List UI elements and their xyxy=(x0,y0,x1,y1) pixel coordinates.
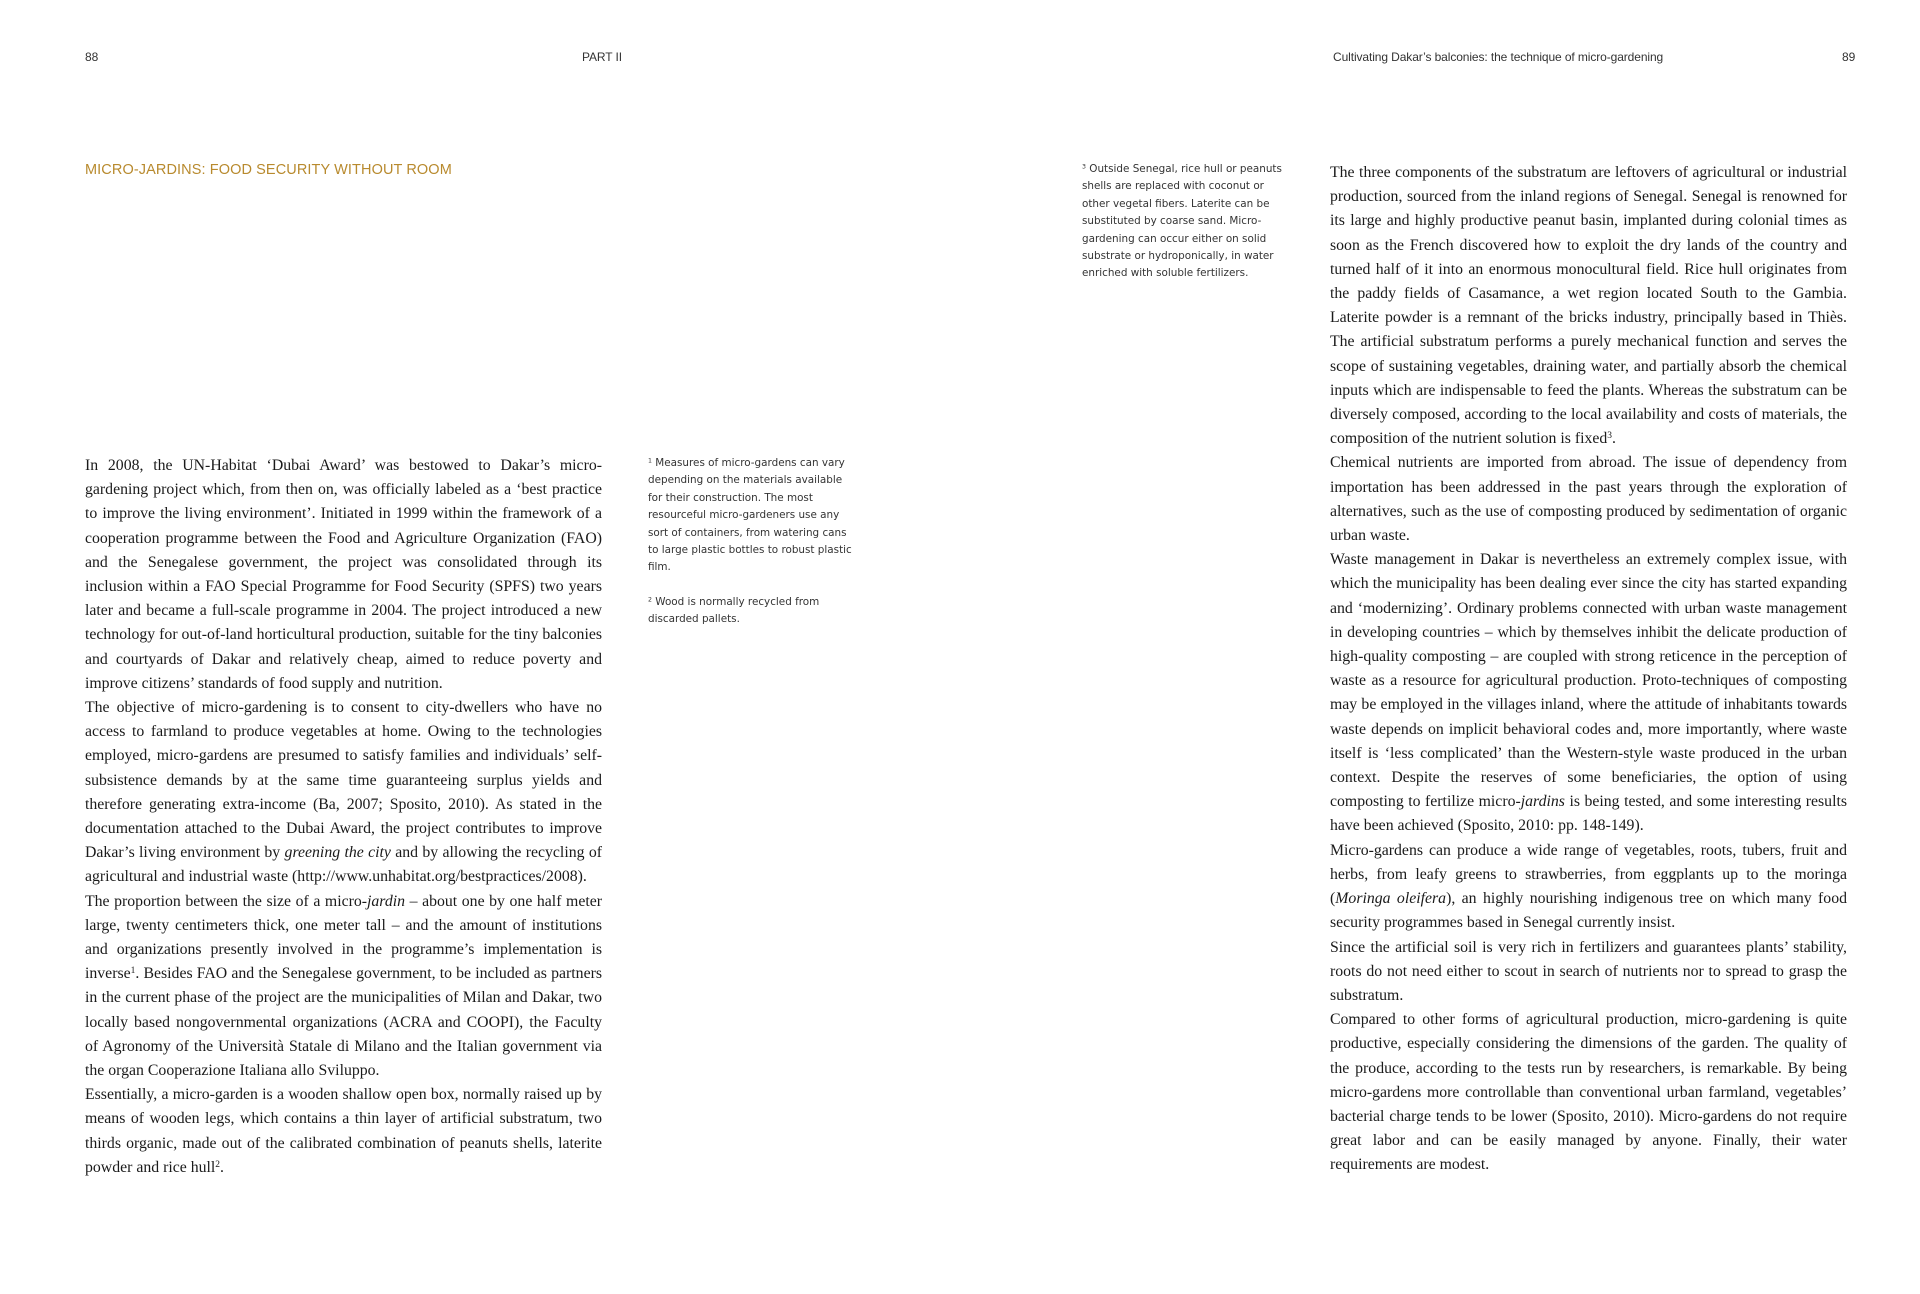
paragraph: Essentially, a micro-garden is a wooden shallow open box, normally raised up by means of wooden legs, which contains a thin layer of artificial substratum, two thirds organic, made out of the calibrated combination of peanuts shells, laterite powder and rice hull$^2$. xyxy=(85,1086,602,1176)
paragraph: Compared to other forms of agricultural production, micro-gardening is quite productive, especially considering the dimensions of the garden. The quality of the produce, according to the tests run by researchers, is remarkable. By being micro-gardens more controllable than conventional urban farmland, vegetables’ bacterial charge tends to be lower (Sposito, 2010). Micro-gardens do not require great labor and can be easily managed by anyone. Finally, their water requirements are modest. xyxy=(1330,1011,1847,1174)
italic-phrase: jardins xyxy=(1520,793,1565,811)
running-head: PART II xyxy=(582,50,622,64)
main-text-column xyxy=(85,454,602,1180)
page-number: 88 xyxy=(85,50,99,64)
italic-phrase: jardin xyxy=(367,892,406,910)
paragraph: Chemical nutrients are imported from abroad. The issue of dependency from importation has been addressed in the past years through the exploration of alternatives, such as the use of composting produced by sedimentation of organic urban waste. xyxy=(1330,454,1847,545)
footnotes-column xyxy=(1082,161,1292,300)
footnote: $^1$ Measures of micro-gardens can vary depending on the materials available for their construction. The most resourceful micro-gardeners use any sort of containers, from watering cans to large plastic bottles to robust plastic film. xyxy=(648,457,852,574)
paragraph: Since the artificial soil is very rich in fertilizers and guarantees plants’ stability, roots do not need either to scout in search of nutrients nor to spread to grasp the substratum. xyxy=(1330,938,1847,1004)
paragraph: The proportion between the size of a micro-jardin – about one by one half meter large, twenty centimeters thick, one meter tall – and the amount of institutions and organizations presently involved in the programme’s implementation is inverse$^1$. Besides FAO and the Senegalese government, to be included as partners in the current phase of the project are the municipalities of Milan and Dakar, two locally based nongovernmental organizations (ACRA and COOPI), the Faculty of Agronomy of the Università Statale di Milano and the Italian government via the organ Cooperazione Italiana allo Sviluppo. xyxy=(85,892,602,1080)
footnote-ref[interactable]: 1 xyxy=(130,966,136,977)
page-number: 89 xyxy=(1842,50,1856,64)
footnote-ref[interactable]: 2 xyxy=(215,1159,221,1170)
footnote: $^3$ Outside Senegal, rice hull or peanuts shells are replaced with coconut or other vegetal fibers. Laterite can be substituted by coarse sand. Micro-gardening can occur either on solid substrate or hydroponically, in water enriched with soluble fertilizers. xyxy=(1082,163,1282,280)
right-page xyxy=(960,0,1920,1294)
paragraph: Waste management in Dakar is nevertheless an extremely complex issue, with which the municipality has been dealing ever since the city has started expanding and ‘modernizing’. Ordinary problems connected with urban waste management in developing countries – which by themselves inhibit the delicate production of high-quality composting – are coupled with strong reticence in the perception of waste as a resource for agricultural production. Proto-techniques of composting may be employed in the villages inland, where the attitude of inhabitants towards waste depends on implicit behavioral codes and, more importantly, where waste itself is ‘less complicated’ than the Western-style waste produced in the urban context. Despite the reserves of some beneficiaries, the option of using composting to fertilize micro-jardins is being tested, and some interesting results have been achieved (Sposito, 2010: pp. 148-149). xyxy=(1330,551,1847,835)
paragraph: Micro-gardens can produce a wide range of vegetables, roots, tubers, fruit and herbs, from leafy greens to strawberries, from eggplants up to the moringa (Moringa oleifera), an highly nourishing indigenous tree on which many food security programmes based in Senegal currently insist. xyxy=(1330,841,1847,932)
paragraph: In 2008, the UN-Habitat ‘Dubai Award’ was bestowed to Dakar’s micro-gardening project which, from then on, was officially labeled as a ‘best practice to improve the living environment’. Initiated in 1999 within the framework of a cooperation programme between the Food and Agriculture Organization (FAO) and the Senegalese government, the project was consolidated through its inclusion within a FAO Special Programme for Food Security (SPFS) two years later and became a full-scale programme in 2004. The project introduced a new technology for out-of-land horticultural production, suitable for the tiny balconies and courtyards of Dakar and relatively cheap, aimed to reduce poverty and improve citizens’ standards of food supply and nutrition. xyxy=(85,457,602,692)
italic-phrase: Moringa oleifera xyxy=(1335,890,1447,908)
main-text-column xyxy=(1330,161,1847,1178)
paragraph: The three components of the substratum are leftovers of agricultural or industrial production, sourced from the inland regions of Senegal. Senegal is renowned for its large and highly productive peanut basin, implanted during colonial times as soon as the French discovered how to exploit the dry lands of the country and turned half of it into an enormous monocultural field. Rice hull originates from the paddy fields of Casamance, a wet region located South to the Gambia. Laterite powder is a remnant of the bricks industry, principally based in Thiès. The artificial substratum performs a purely mechanical function and serves the scope of sustaining vegetables, draining water, and partially absorb the chemical inputs which are indispensable to feed the plants. Whereas the substratum can be diversely composed, according to the local availability and costs of materials, the composition of the nutrient solution is fixed$^3$. xyxy=(1330,164,1847,448)
italic-phrase: greening the city xyxy=(284,844,391,862)
footnote-ref[interactable]: 3 xyxy=(1607,431,1613,442)
section-heading: MICRO-JARDINS: FOOD SECURITY WITHOUT ROOM xyxy=(85,162,452,178)
paragraph: The objective of micro-gardening is to consent to city-dwellers who have no access to farmland to produce vegetables at home. Owing to the technologies employed, micro-gardens are presumed to satisfy families and individuals’ self-subsistence demands by at the same time guaranteeing surplus yields and therefore generating extra-income (Ba, 2007; Sposito, 2010). As stated in the documentation attached to the Dubai Award, the project contributes to improve Dakar’s living environment by greening the city and by allowing the recycling of agricultural and industrial waste (http://www.unhabitat.org/bestpractices/2008). xyxy=(85,699,602,886)
footnote: $^2$ Wood is normally recycled from discarded pallets. xyxy=(648,595,820,626)
footnotes-column xyxy=(648,455,858,646)
running-head: Cultivating Dakar’s balconies: the technique of micro-gardening xyxy=(1333,50,1664,64)
